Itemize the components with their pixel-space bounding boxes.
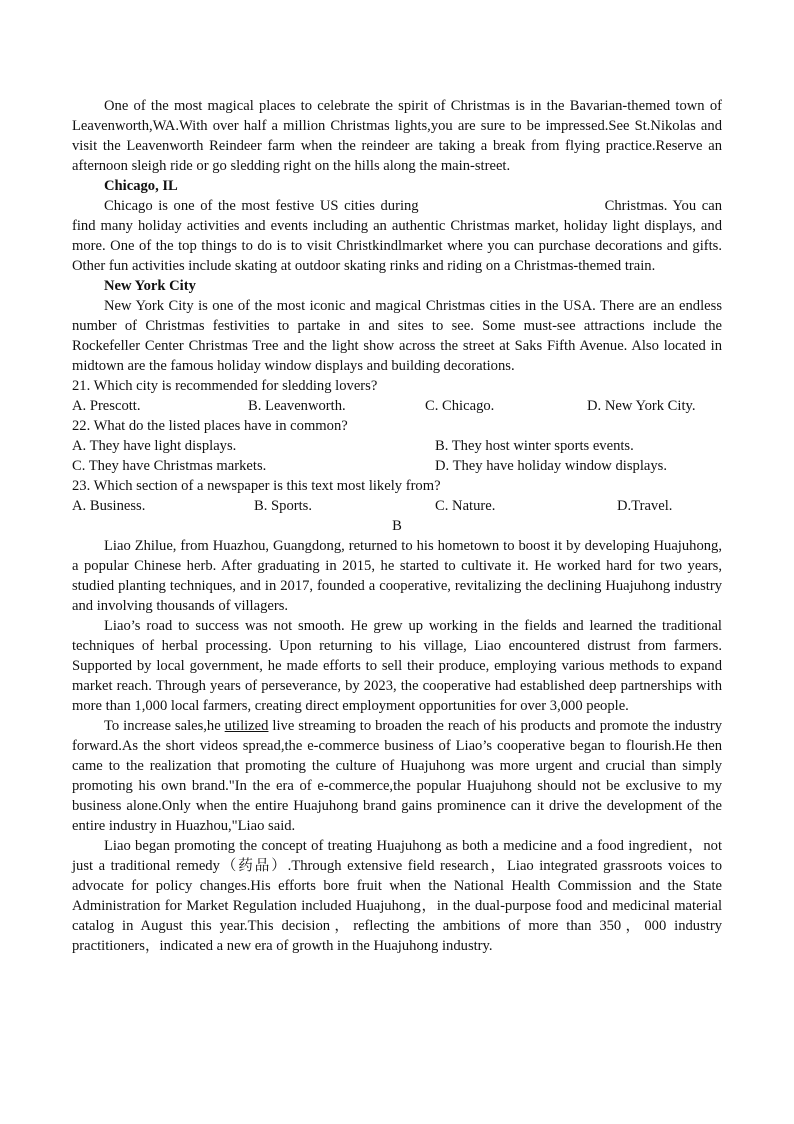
newyork-heading: New York City — [104, 278, 196, 294]
option-21-d: D. New York City. — [587, 398, 696, 414]
question-21-options — [72, 396, 722, 416]
chicago-text-start: Chicago is one of the most festive US cities during — [104, 198, 419, 214]
p3-rest: live streaming to broaden the reach of his products and promote the industry forward.As the short videos spread,the e-commerce business of Liao’s cooperative began to flourish.He then came to the realization that promoting the culture of Huajuhong was more urgent and crucial than simply promoting his own brand."In the era of e-commerce,the popular Huajuhong should not be exclusive to my business alone.Only when the entire Huajuhong brand gains prominence can it drive the development of the entire industry in Huazhou,"Liao said. — [72, 718, 722, 834]
option-22-d: D. They have holiday window displays. — [435, 458, 667, 474]
liao-paragraph-1: Liao Zhilue, from Huazhou, Guangdong, returned to his hometown to boost it by developing Huajuhong, a popular Chinese herb. After graduating in 2015, he started to cultivate it. He worked hard for two years, studied planting techniques, and in 2017, founded a cooperative, revitalizing the declining Huajuhong industry and involving thousands of villagers. — [72, 538, 722, 614]
section-b-label: B — [392, 518, 402, 534]
option-23-c: C. Nature. — [435, 498, 496, 514]
option-23-b: B. Sports. — [254, 498, 312, 514]
option-22-c: C. They have Christmas markets. — [72, 458, 267, 474]
option-23-d: D.Travel. — [617, 498, 673, 514]
option-22-a: A. They have light displays. — [72, 438, 237, 454]
option-23-a: A. Business. — [72, 498, 146, 514]
question-22: 22. What do the listed places have in common? — [72, 418, 348, 434]
option-22-b: B. They host winter sports events. — [435, 438, 634, 454]
option-21-c: C. Chicago. — [425, 398, 495, 414]
leavenworth-paragraph: One of the most magical places to celebrate the spirit of Christmas is in the Bavarian-themed town of Leavenworth,WA.With over half a million Christmas lights,you are sure to be impressed.See St.Nikolas and visit the Leavenworth Reindeer farm when the reindeer are taking a break from flying practice.Reserve an afternoon sleigh ride or go sledding right on the hills along the main-street. — [72, 98, 722, 174]
liao-paragraph-2: Liao’s road to success was not smooth. He grew up working in the fields and learned the traditional techniques of herbal processing. Upon returning to his village, Liao encountered distrust from farmers. Supported by local government, he made efforts to sell their produce, employing various methods to expand market reach. Through years of perseverance, by 2023, the cooperative had established deep partnerships with more than 1,000 local farmers, creating direct employment opportunities for over 3,000 people. — [72, 618, 722, 714]
option-21-a: A. Prescott. — [72, 398, 141, 414]
p3-start: To increase sales,he — [104, 718, 225, 734]
question-22-options — [72, 436, 722, 476]
newyork-paragraph: New York City is one of the most iconic and magical Christmas cities in the USA. There are an endless number of Christmas festivities to partake in and sites to see. Some must-see attractions include the Rockefeller Center Christmas Tree and the light show across the street at Saks Fifth Avenue. Also located in midtown are the famous holiday window displays and building decorations. — [72, 298, 722, 374]
chicago-paragraph — [72, 196, 722, 276]
option-21-b: B. Leavenworth. — [248, 398, 346, 414]
question-21: 21. Which city is recommended for sledding lovers? — [72, 378, 378, 394]
underlined-word: utilized — [224, 718, 269, 734]
chicago-heading: Chicago, IL — [104, 178, 178, 194]
document-page — [72, 96, 722, 956]
question-23: 23. Which section of a newspaper is this text most likely from? — [72, 478, 441, 494]
liao-paragraph-3 — [72, 716, 722, 836]
liao-paragraph-4: Liao began promoting the concept of treating Huajuhong as both a medicine and a food ingredient，not just a traditional remedy（药品）.Through extensive field research，Liao integrated grassroots voices to advocate for policy changes.His efforts bore fruit when the National Health Commission and the State Administration for Market Regulation included Huajuhong，in the dual-purpose food and medicinal material catalog in August this year.This decision，reflecting the ambitions of more than 350，000 industry practitioners，indicated a new era of growth in the Huajuhong industry. — [72, 838, 722, 954]
chicago-text-rest: Christmas. You can find many holiday activities and events including an authentic Christmas market, holiday light displays, and more. One of the top things to do is to visit Christkindlmarket where you can purchase decorations and gifts. Other fun activities include skating at outdoor skating rinks and riding on a Christmas-themed train. — [72, 198, 722, 274]
question-23-options — [72, 496, 722, 516]
